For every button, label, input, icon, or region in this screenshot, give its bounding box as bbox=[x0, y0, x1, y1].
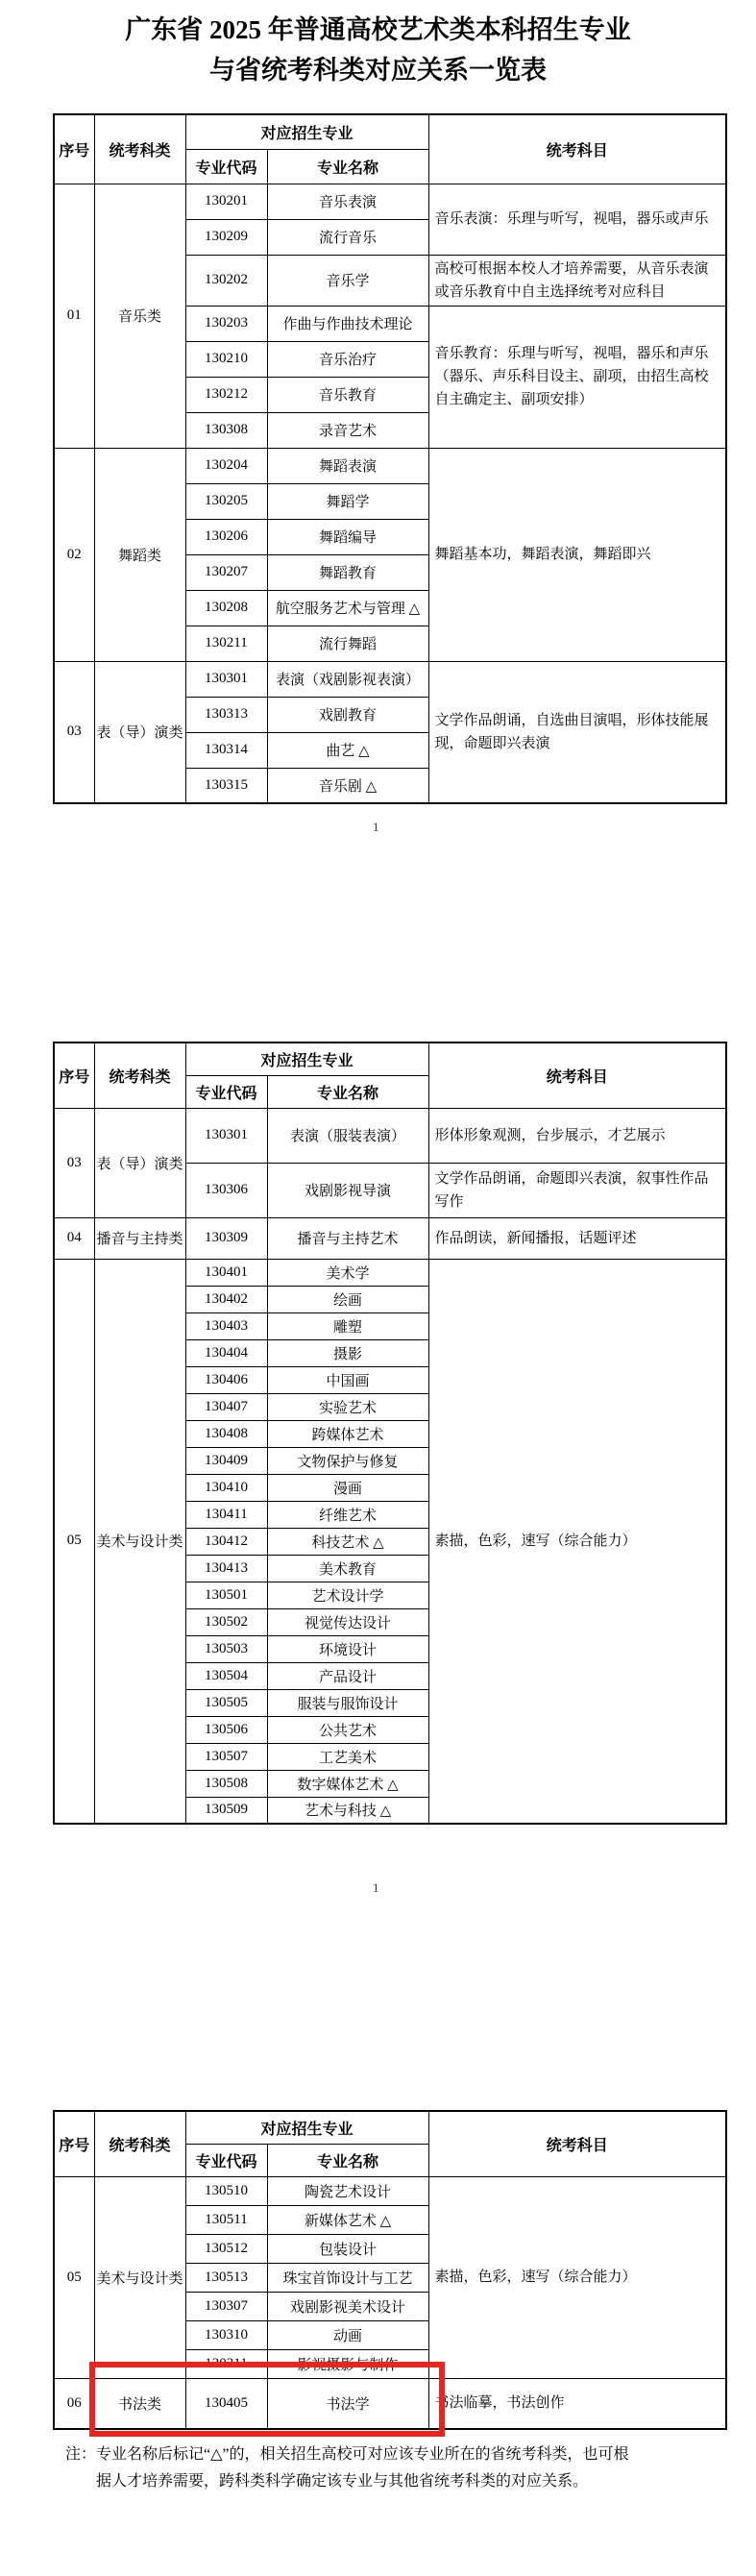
major-code-cell: 130404 bbox=[185, 1339, 267, 1366]
major-code-cell: 130209 bbox=[185, 219, 267, 255]
major-code-cell: 130208 bbox=[185, 590, 267, 626]
table-row bbox=[54, 1217, 726, 1259]
major-name-cell: 数字媒体艺术 △ bbox=[267, 1770, 428, 1797]
major-name-cell: 文物保护与修复 bbox=[267, 1447, 428, 1474]
major-code-cell: 130511 bbox=[185, 2205, 267, 2234]
major-code-cell: 130402 bbox=[185, 1286, 267, 1313]
page-number-2: 1 bbox=[373, 1880, 379, 1895]
major-name-cell: 影视摄影与制作 bbox=[267, 2349, 428, 2378]
major-name-cell: 动画 bbox=[267, 2320, 428, 2349]
mapping-table bbox=[53, 113, 727, 804]
major-name-cell: 航空服务艺术与管理 △ bbox=[267, 590, 428, 626]
major-code-cell: 130313 bbox=[185, 697, 267, 732]
major-name-cell: 珠宝首饰设计与工艺 bbox=[267, 2263, 428, 2292]
major-name-cell: 环境设计 bbox=[267, 1635, 428, 1662]
category-cell: 表（导）演类 bbox=[94, 1108, 185, 1217]
major-name-cell: 曲艺 △ bbox=[267, 732, 428, 768]
header-seq: 序号 bbox=[54, 114, 94, 184]
major-code-cell: 130505 bbox=[185, 1689, 267, 1716]
footnote-line-2: 据人才培养需要，跨科类科学确定该专业与其他省统考科类的对应关系。 bbox=[96, 2473, 589, 2490]
major-name-cell: 工艺美术 bbox=[267, 1743, 428, 1770]
major-name-cell: 流行音乐 bbox=[267, 219, 428, 255]
table-row bbox=[54, 661, 726, 697]
major-code-cell: 130201 bbox=[185, 184, 267, 219]
table-section-1 bbox=[53, 113, 725, 804]
major-name-cell: 绘画 bbox=[267, 1286, 428, 1313]
major-code-cell: 130314 bbox=[185, 732, 267, 768]
major-code-cell: 130504 bbox=[185, 1662, 267, 1689]
major-name-cell: 美术教育 bbox=[267, 1555, 428, 1582]
table-row bbox=[54, 1108, 726, 1163]
major-name-cell: 视觉传达设计 bbox=[267, 1608, 428, 1635]
major-code-cell: 130308 bbox=[185, 412, 267, 448]
category-cell: 美术与设计类 bbox=[94, 1259, 185, 1824]
subjects-cell: 文学作品朗诵，自选曲目演唱，形体技能展现，命题即兴表演 bbox=[428, 661, 726, 803]
header-majors-group: 对应招生专业 bbox=[185, 1043, 428, 1075]
major-name-cell: 舞蹈表演 bbox=[267, 448, 428, 483]
seq-cell: 02 bbox=[54, 448, 94, 661]
major-name-cell: 中国画 bbox=[267, 1366, 428, 1393]
major-code-cell: 130406 bbox=[185, 1366, 267, 1393]
major-name-cell: 戏剧影视导演 bbox=[267, 1163, 428, 1217]
header-majors-group: 对应招生专业 bbox=[185, 114, 428, 149]
page-title bbox=[0, 0, 756, 90]
major-code-cell: 130204 bbox=[185, 448, 267, 483]
seq-cell: 05 bbox=[54, 2176, 94, 2378]
major-name-cell: 艺术与科技 △ bbox=[267, 1797, 428, 1824]
page-number-1: 1 bbox=[373, 820, 379, 834]
table-section-3 bbox=[53, 2110, 725, 2430]
table-row bbox=[54, 2176, 726, 2205]
category-cell: 舞蹈类 bbox=[94, 448, 185, 661]
table-row bbox=[54, 184, 726, 219]
seq-cell: 03 bbox=[54, 661, 94, 803]
major-code-cell: 130306 bbox=[185, 1163, 267, 1217]
title-line-1: 广东省 2025 年普通高校艺术类本科招生专业 bbox=[125, 15, 631, 44]
subjects-cell: 文学作品朗诵，命题即兴表演，叙事性作品写作 bbox=[428, 1163, 726, 1217]
major-code-cell: 130405 bbox=[185, 2378, 267, 2429]
major-name-cell: 书法学 bbox=[267, 2378, 428, 2429]
category-cell: 表（导）演类 bbox=[94, 661, 185, 803]
major-code-cell: 130206 bbox=[185, 519, 267, 554]
header-row-1 bbox=[54, 1043, 726, 1075]
header-major-name: 专业名称 bbox=[267, 2144, 428, 2176]
major-code-cell: 130503 bbox=[185, 1635, 267, 1662]
header-category: 统考科类 bbox=[94, 1043, 185, 1108]
subjects-cell: 作品朗读，新闻播报，话题评述 bbox=[428, 1217, 726, 1259]
header-subjects: 统考科目 bbox=[428, 1043, 726, 1108]
major-code-cell: 130207 bbox=[185, 554, 267, 590]
major-name-cell: 音乐学 bbox=[267, 255, 428, 306]
major-name-cell: 播音与主持艺术 bbox=[267, 1217, 428, 1259]
header-major-code: 专业代码 bbox=[185, 1075, 267, 1108]
major-code-cell: 130501 bbox=[185, 1582, 267, 1608]
major-code-cell: 130411 bbox=[185, 1501, 267, 1528]
major-name-cell: 舞蹈学 bbox=[267, 483, 428, 519]
major-code-cell: 130502 bbox=[185, 1608, 267, 1635]
major-code-cell: 130301 bbox=[185, 1108, 267, 1163]
major-name-cell: 表演（戏剧影视表演） bbox=[267, 661, 428, 697]
major-name-cell: 包装设计 bbox=[267, 2234, 428, 2263]
major-code-cell: 130202 bbox=[185, 255, 267, 306]
header-category: 统考科类 bbox=[94, 114, 185, 184]
major-code-cell: 130210 bbox=[185, 341, 267, 377]
major-code-cell: 130413 bbox=[185, 1555, 267, 1582]
subjects-cell: 素描，色彩，速写（综合能力） bbox=[428, 2176, 726, 2378]
header-major-name: 专业名称 bbox=[267, 149, 428, 184]
major-code-cell: 130205 bbox=[185, 483, 267, 519]
footnote-line-1: 注：专业名称后标记“△”的，相关招生高校可对应该专业所在的省统考科类，也可根 bbox=[65, 2446, 629, 2463]
major-code-cell: 130506 bbox=[185, 1716, 267, 1743]
seq-cell: 06 bbox=[54, 2378, 94, 2429]
subjects-cell: 高校可根据本校人才培养需要，从音乐表演或音乐教育中自主选择统考对应科目 bbox=[428, 255, 726, 306]
major-code-cell: 130307 bbox=[185, 2292, 267, 2320]
header-major-code: 专业代码 bbox=[185, 149, 267, 184]
major-code-cell: 130509 bbox=[185, 1797, 267, 1824]
major-name-cell: 舞蹈教育 bbox=[267, 554, 428, 590]
mapping-table bbox=[53, 2110, 727, 2430]
major-name-cell: 音乐表演 bbox=[267, 184, 428, 219]
subjects-cell: 音乐表演：乐理与听写，视唱，器乐或声乐 bbox=[428, 184, 726, 255]
major-code-cell: 130409 bbox=[185, 1447, 267, 1474]
table-section-2 bbox=[53, 1042, 725, 1825]
category-cell: 书法类 bbox=[94, 2378, 185, 2429]
major-name-cell: 作曲与作曲技术理论 bbox=[267, 306, 428, 341]
major-name-cell: 音乐教育 bbox=[267, 377, 428, 412]
major-code-cell: 130507 bbox=[185, 1743, 267, 1770]
major-code-cell: 130408 bbox=[185, 1420, 267, 1447]
table-row bbox=[54, 1259, 726, 1286]
subjects-cell: 音乐教育：乐理与听写，视唱，器乐和声乐（器乐、声乐科目设主、副项，由招生高校自主确定主、副项安排） bbox=[428, 306, 726, 448]
major-code-cell: 130412 bbox=[185, 1528, 267, 1555]
major-code-cell: 130403 bbox=[185, 1313, 267, 1339]
major-name-cell: 表演（服装表演） bbox=[267, 1108, 428, 1163]
header-major-name: 专业名称 bbox=[267, 1075, 428, 1108]
major-code-cell: 130212 bbox=[185, 377, 267, 412]
header-majors-group: 对应招生专业 bbox=[185, 2111, 428, 2144]
major-code-cell: 130211 bbox=[185, 626, 267, 661]
major-code-cell: 130510 bbox=[185, 2176, 267, 2205]
seq-cell: 01 bbox=[54, 184, 94, 448]
major-name-cell: 漫画 bbox=[267, 1474, 428, 1501]
header-subjects: 统考科目 bbox=[428, 114, 726, 184]
major-name-cell: 陶瓷艺术设计 bbox=[267, 2176, 428, 2205]
seq-cell: 04 bbox=[54, 1217, 94, 1259]
major-code-cell: 130309 bbox=[185, 1217, 267, 1259]
header-subjects: 统考科目 bbox=[428, 2111, 726, 2176]
major-name-cell: 舞蹈编导 bbox=[267, 519, 428, 554]
major-name-cell: 服装与服饰设计 bbox=[267, 1689, 428, 1716]
major-name-cell: 科技艺术 △ bbox=[267, 1528, 428, 1555]
category-cell: 播音与主持类 bbox=[94, 1217, 185, 1259]
header-seq: 序号 bbox=[54, 1043, 94, 1108]
major-name-cell: 流行舞蹈 bbox=[267, 626, 428, 661]
subjects-cell: 书法临摹，书法创作 bbox=[428, 2378, 726, 2429]
header-seq: 序号 bbox=[54, 2111, 94, 2176]
major-name-cell: 新媒体艺术 △ bbox=[267, 2205, 428, 2234]
major-name-cell: 戏剧教育 bbox=[267, 697, 428, 732]
major-name-cell: 戏剧影视美术设计 bbox=[267, 2292, 428, 2320]
major-code-cell: 130513 bbox=[185, 2263, 267, 2292]
major-name-cell: 摄影 bbox=[267, 1339, 428, 1366]
header-row-1 bbox=[54, 114, 726, 149]
major-code-cell: 130203 bbox=[185, 306, 267, 341]
subjects-cell: 舞蹈基本功，舞蹈表演，舞蹈即兴 bbox=[428, 448, 726, 661]
major-name-cell: 纤维艺术 bbox=[267, 1501, 428, 1528]
category-cell: 美术与设计类 bbox=[94, 2176, 185, 2378]
major-name-cell: 跨媒体艺术 bbox=[267, 1420, 428, 1447]
header-category: 统考科类 bbox=[94, 2111, 185, 2176]
major-name-cell: 雕塑 bbox=[267, 1313, 428, 1339]
header-row-1 bbox=[54, 2111, 726, 2144]
major-code-cell: 130315 bbox=[185, 768, 267, 803]
major-code-cell: 130407 bbox=[185, 1393, 267, 1420]
title-line-2: 与省统考科类对应关系一览表 bbox=[209, 56, 547, 85]
major-code-cell: 130512 bbox=[185, 2234, 267, 2263]
subjects-cell: 形体形象观测，台步展示，才艺展示 bbox=[428, 1108, 726, 1163]
major-code-cell: 130310 bbox=[185, 2320, 267, 2349]
major-name-cell: 音乐治疗 bbox=[267, 341, 428, 377]
table-row bbox=[54, 448, 726, 483]
major-name-cell: 艺术设计学 bbox=[267, 1582, 428, 1608]
major-code-cell: 130410 bbox=[185, 1474, 267, 1501]
major-name-cell: 公共艺术 bbox=[267, 1716, 428, 1743]
seq-cell: 03 bbox=[54, 1108, 94, 1217]
header-major-code: 专业代码 bbox=[185, 2144, 267, 2176]
seq-cell: 05 bbox=[54, 1259, 94, 1824]
major-code-cell: 130311 bbox=[185, 2349, 267, 2378]
major-name-cell: 录音艺术 bbox=[267, 412, 428, 448]
major-name-cell: 音乐剧 △ bbox=[267, 768, 428, 803]
subjects-cell: 素描，色彩，速写（综合能力） bbox=[428, 1259, 726, 1824]
major-code-cell: 130508 bbox=[185, 1770, 267, 1797]
major-code-cell: 130401 bbox=[185, 1259, 267, 1286]
major-name-cell: 产品设计 bbox=[267, 1662, 428, 1689]
table-row bbox=[54, 2378, 726, 2429]
mapping-table bbox=[53, 1042, 727, 1825]
major-name-cell: 美术学 bbox=[267, 1259, 428, 1286]
major-name-cell: 实验艺术 bbox=[267, 1393, 428, 1420]
major-code-cell: 130301 bbox=[185, 661, 267, 697]
category-cell: 音乐类 bbox=[94, 184, 185, 448]
footnote bbox=[0, 2441, 756, 2495]
